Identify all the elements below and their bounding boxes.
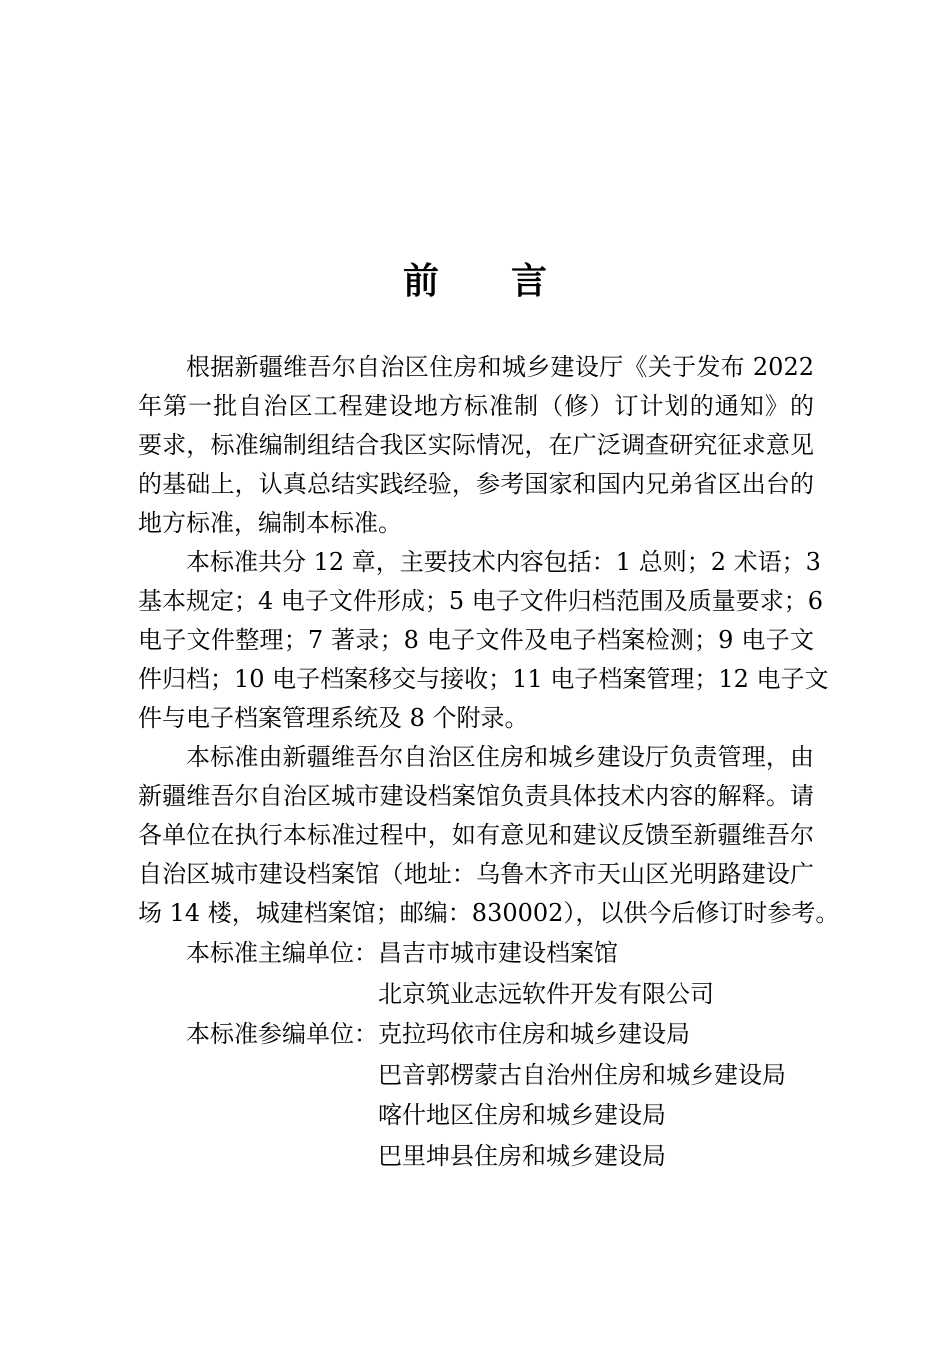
unit-row <box>138 1136 814 1177</box>
chief-units-section <box>138 933 814 1014</box>
paragraph-line: 要求，标准编制组结合我区实际情况，在广泛调查研究征求意见 <box>138 431 814 459</box>
paragraph-line: 自治区城市建设档案馆（地址：乌鲁木齐市天山区光明路建设广 <box>138 860 814 888</box>
paragraph-line: 本标准共分 12 章，主要技术内容包括：1 总则；2 术语；3 <box>186 548 821 576</box>
paragraph-line: 件归档；10 电子档案移交与接收；11 电子档案管理；12 电子文 <box>138 665 829 693</box>
unit-label-spacer <box>138 1095 378 1136</box>
paragraph-line: 新疆维吾尔自治区城市建设档案馆负责具体技术内容的解释。请 <box>138 782 814 810</box>
unit-label-spacer <box>138 974 378 1015</box>
participating-units-label: 本标准参编单位： <box>186 1020 378 1048</box>
participating-unit-name: 喀什地区住房和城乡建设局 <box>378 1101 666 1129</box>
unit-row <box>138 933 814 974</box>
paragraph-line: 的基础上，认真总结实践经验，参考国家和国内兄弟省区出台的 <box>138 470 814 498</box>
participating-units-section <box>138 1014 814 1176</box>
paragraph-contents <box>138 543 829 738</box>
unit-label-spacer <box>138 1055 378 1096</box>
page-title-char-2: 言 <box>511 260 548 302</box>
paragraph-line: 场 14 楼，城建档案馆；邮编：830002），以供今后修订时参考。 <box>138 899 840 927</box>
paragraph-line: 地方标准，编制本标准。 <box>138 509 402 537</box>
paragraph-line: 年第一批自治区工程建设地方标准制（修）订计划的通知》的 <box>138 392 814 420</box>
unit-row <box>138 1095 814 1136</box>
preface-body <box>138 348 840 1176</box>
unit-label-spacer <box>138 1136 378 1177</box>
chief-unit-name: 昌吉市城市建设档案馆 <box>378 939 618 967</box>
paragraph-line: 电子文件整理；7 著录；8 电子文件及电子档案检测；9 电子文 <box>138 626 814 654</box>
paragraph-line: 根据新疆维吾尔自治区住房和城乡建设厅《关于发布 2022 <box>186 353 814 381</box>
page-title-char-1: 前 <box>402 260 439 302</box>
page-title <box>0 256 950 306</box>
unit-row <box>138 1014 814 1055</box>
participating-unit-name: 巴音郭楞蒙古自治州住房和城乡建设局 <box>378 1060 786 1089</box>
paragraph-basis <box>138 348 814 543</box>
unit-row <box>138 974 814 1015</box>
paragraph-line: 本标准由新疆维吾尔自治区住房和城乡建设厅负责管理，由 <box>186 743 814 771</box>
paragraph-line: 各单位在执行本标准过程中，如有意见和建议反馈至新疆维吾尔 <box>138 821 814 849</box>
paragraph-line: 件与电子档案管理系统及 8 个附录。 <box>138 704 529 732</box>
unit-row <box>138 1055 814 1096</box>
paragraph-management <box>138 738 840 933</box>
participating-unit-name: 巴里坤县住房和城乡建设局 <box>378 1141 666 1170</box>
chief-units-label: 本标准主编单位： <box>186 939 378 967</box>
chief-unit-name: 北京筑业志远软件开发有限公司 <box>378 979 714 1008</box>
participating-unit-name: 克拉玛依市住房和城乡建设局 <box>378 1020 690 1048</box>
paragraph-line: 基本规定；4 电子文件形成；5 电子文件归档范围及质量要求；6 <box>138 587 824 615</box>
